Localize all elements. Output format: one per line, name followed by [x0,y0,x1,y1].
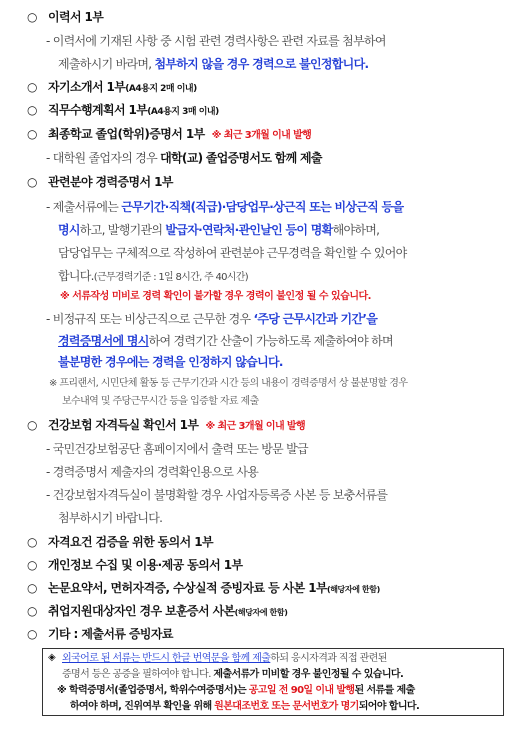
career-desc-line1: - 제출서류에는 근무기간·직책(직급)·담당업무·상근직 또는 비상근직 등을 [46,200,404,214]
notice-line4: 하여야 하며, 진위여부 확인을 위해 원본대조번호 또는 문서번호가 명기되어야 합니다. [70,701,420,712]
circle-bullet-icon: ○ [27,581,38,595]
section-privacy-consent-title: 개인정보 수집 및 이용·제공 동의서 1부 [48,558,243,572]
career-note-line2: 보수내역 및 주당근무시간 등을 입증할 자료 제출 [62,396,259,407]
circle-bullet-icon: ○ [27,103,38,117]
circle-bullet-icon: ○ [27,80,38,94]
section-graduation-title: 최종학교 졸업(학위)증명서 1부 ※ 최근 3개월 이내 발행 [48,127,312,141]
career-desc-line6: 경력증명서에 명시하여 경력기간 산출이 가능하도록 제출하여야 하며 [58,334,393,348]
section-consent-title: 자격요건 검증을 위한 동의서 1부 [48,535,213,549]
self-intro-note: (A4용지 2매 이내) [125,84,197,94]
section-self-intro-title: 자기소개서 1부(A4용지 2매 이내) [48,80,197,94]
graduation-issue-warning: ※ 최근 3개월 이내 발행 [211,130,312,141]
notice-line2: 증명서 등은 공증을 필하여야 합니다. 제출서류가 미비할 경우 불인정될 수 있습니다. [62,669,404,680]
resume-desc-line2: 제출하시기 바라며, 첨부하지 않을 경우 경력으로 불인정합니다. [58,57,369,71]
health-insurance-issue-warning: ※ 최근 3개월 이내 발행 [205,421,306,432]
circle-bullet-icon: ○ [27,127,38,141]
section-resume-title: 이력서 1부 [48,10,104,24]
section-health-insurance-title: 건강보험 자격득실 확인서 1부 ※ 최근 3개월 이내 발행 [48,418,306,432]
section-career-title: 관련분야 경력증명서 1부 [48,175,173,189]
career-desc-line3: 담당업무는 구체적으로 작성하여 관련분야 근무경력을 확인할 수 있어야 [58,246,407,260]
circle-bullet-icon: ○ [27,418,38,432]
circle-bullet-icon: ○ [27,175,38,189]
circle-bullet-icon: ○ [27,558,38,572]
section-veterans-title: 취업지원대상자인 경우 보훈증서 사본(해당자에 한함) [48,604,288,618]
circle-bullet-icon: ○ [27,10,38,24]
resume-warning-text: 첨부하지 않을 경우 경력으로 불인정합니다. [154,57,369,71]
career-note-line1: ※ 프리랜서, 시민단체 활동 등 근무기간과 시간 등의 내용이 경력증명서 상 불분명할 경우 [49,378,408,389]
notice-line3: ※ 학력증명서(졸업증명서, 학위수여증명서)는 공고일 전 90일 이내 발행된 서류를 제출 [57,685,415,696]
circle-bullet-icon: ○ [27,535,38,549]
career-warning-text: ※ 서류작성 미비로 경력 확인이 불가할 경우 경력이 불인정 될 수 있습니다. [60,291,371,302]
section-supporting-docs-title: 논문요약서, 면허자격증, 수상실적 증빙자료 등 사본 1부(해당자에 한함) [48,581,380,595]
circle-bullet-icon: ○ [27,627,38,641]
health-desc-line4: 첨부하시기 바랍니다. [58,511,163,525]
diamond-icon: ◈ [48,652,56,663]
supporting-docs-note: (해당자에 한함) [326,585,380,594]
health-desc-line3: - 건강보험자격득실이 불명확할 경우 사업자등록증 사본 등 보충서류를 [46,488,388,502]
work-plan-note: (A4용지 3매 이내) [147,107,219,117]
health-desc-line2: - 경력증명서 제출자의 경력확인용으로 사용 [46,465,259,479]
career-desc-line2: 명시하고, 발행기관의 발급자·연락처·관인날인 등이 명확해야하며, [58,223,380,237]
circle-bullet-icon: ○ [27,604,38,618]
section-work-plan-title: 직무수행계획서 1부(A4용지 3매 이내) [48,103,219,117]
notice-line1: 외국어로 된 서류는 반드시 한글 번역문을 함께 제출하되 응시자격과 직접 관련된 [62,653,387,664]
section-other-title: 기타 : 제출서류 증빙자료 [48,627,173,641]
graduation-desc-line: - 대학원 졸업자의 경우 대학(교) 졸업증명서도 함께 제출 [46,151,322,165]
resume-desc-line1: - 이력서에 기재된 사항 중 시험 관련 경력사항은 관련 자료를 첨부하여 [46,34,386,48]
career-desc-line7: 불분명한 경우에는 경력을 인정하지 않습니다. [58,355,283,369]
health-desc-line1: - 국민건강보험공단 홈페이지에서 출력 또는 방문 발급 [46,442,308,456]
career-desc-line4: 합니다.(근무경력기준 : 1일 8시간, 주 40시간) [58,269,248,283]
career-desc-line5: - 비정규직 또는 비상근직으로 근무한 경우 ‘주당 근무시간과 기간’을 [46,312,378,326]
veterans-note: (해당자에 한함) [234,608,288,617]
